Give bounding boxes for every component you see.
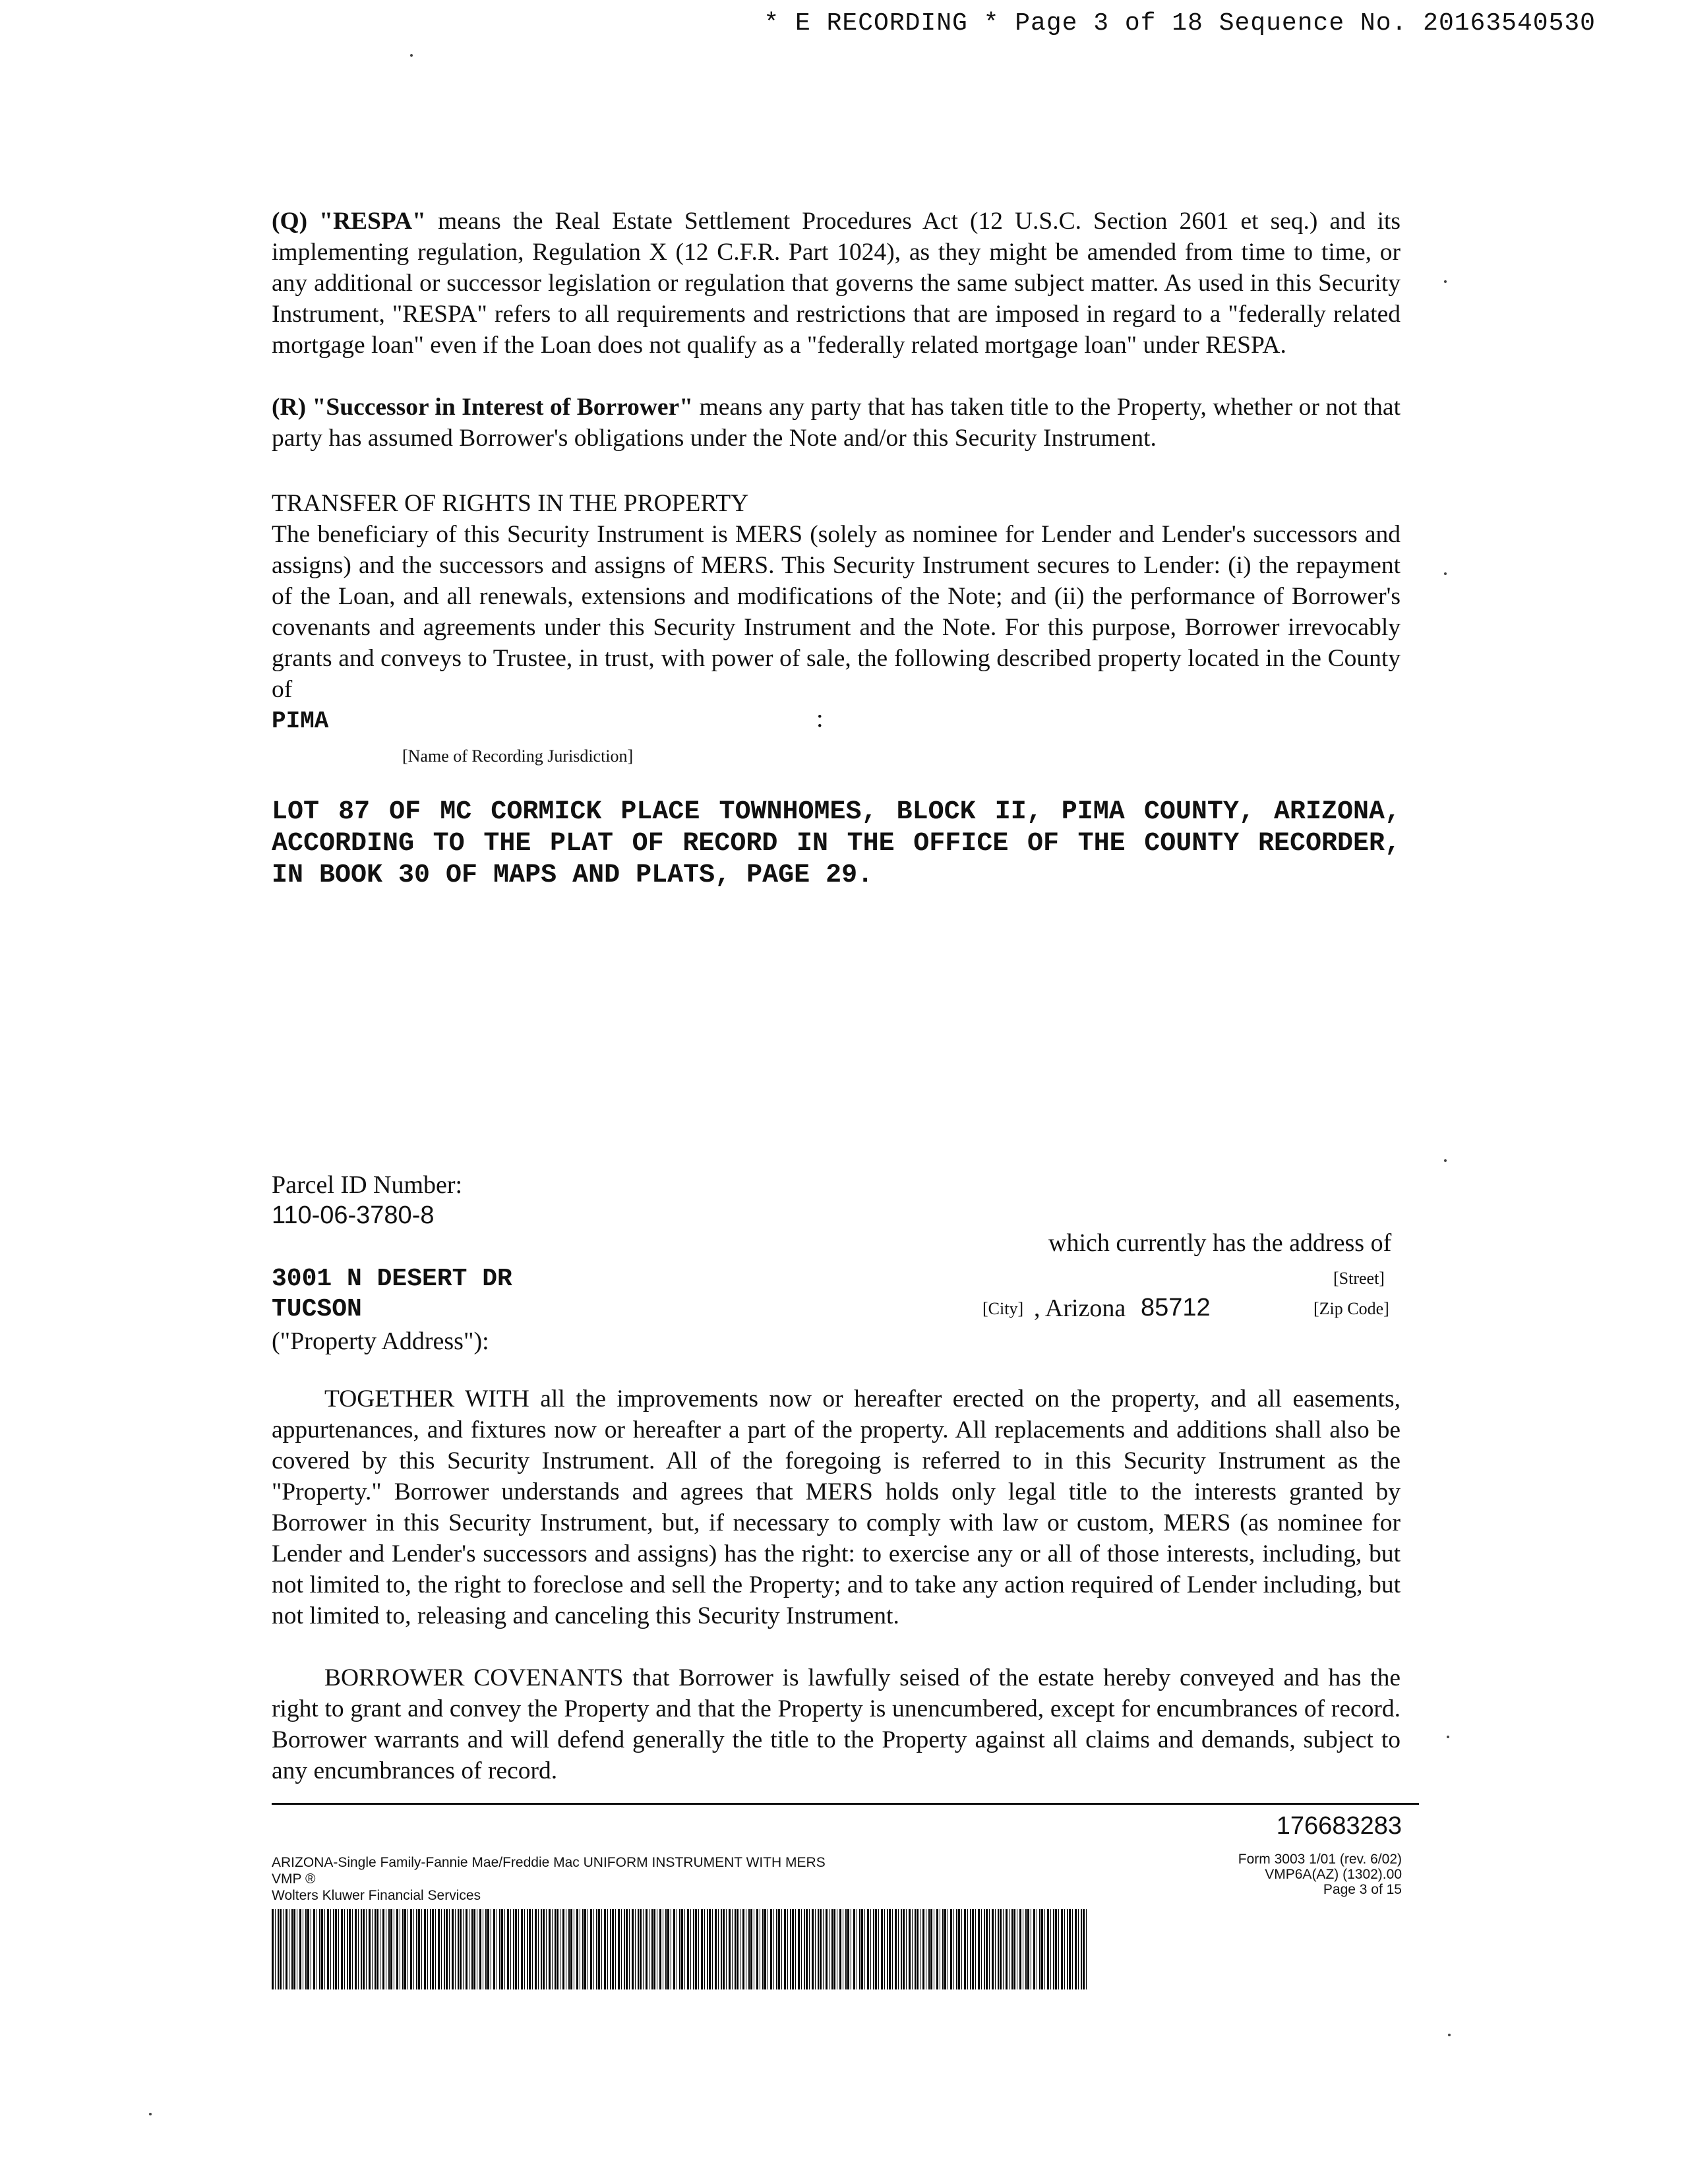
scan-speck (149, 2113, 152, 2115)
county-name: PIMA (272, 708, 329, 735)
scan-speck (1444, 572, 1447, 575)
definition-q (272, 206, 1401, 361)
footer-left-block (272, 1854, 826, 1904)
definition-r-text: means any party that has taken title to the Property, whether or not that party has assumed Borrower's obligations under the Note and/or this Security Instrument. (272, 394, 1401, 452)
barcode (272, 1909, 1088, 1989)
definition-r (272, 392, 1401, 454)
transfer-text: The beneficiary of this Security Instrument is MERS (solely as nominee for Lender and Lender's successors and assigns) and the successors and assigns of MERS. This Security Instrument secures to Lender: (i) the repayment of the Loan, and all renewals, extensions and modifications of the Note; and (ii) the performance of Borrower's covenants and agreements under this Security Instrument and the Note. For this purpose, Borrower irrevocably grants and conveys to Trustee, in trust, with power of sale, the following described property located in the County of (272, 521, 1401, 703)
city-name: TUCSON (272, 1295, 362, 1323)
form-title: ARIZONA-Single Family-Fannie Mae/Freddie Mac UNIFORM INSTRUMENT WITH MERS (272, 1855, 826, 1870)
publisher-name: Wolters Kluwer Financial Services (272, 1888, 481, 1903)
footer-right-block (1121, 1852, 1402, 1897)
scan-speck (410, 54, 413, 57)
county-colon: : (816, 705, 824, 733)
vmp-code: VMP6A(AZ) (1302).00 (1265, 1867, 1402, 1882)
street-address: 3001 N DESERT DR (272, 1265, 512, 1293)
definition-q-label: (Q) "RESPA" (272, 208, 426, 235)
form-number: Form 3003 1/01 (rev. 6/02) (1238, 1852, 1402, 1867)
transfer-heading: TRANSFER OF RIGHTS IN THE PROPERTY (272, 490, 749, 517)
definition-r-label: (R) "Successor in Interest of Borrower" (272, 394, 694, 421)
scan-speck (1448, 2034, 1451, 2036)
scan-speck (1444, 1159, 1447, 1162)
loan-number: 176683283 (1276, 1812, 1402, 1840)
zip-code: 85712 (1141, 1294, 1211, 1321)
vmp-mark: VMP ® (272, 1871, 316, 1887)
footer-rule (272, 1803, 1419, 1805)
zip-caption: [Zip Code] (1313, 1299, 1389, 1318)
state-name: , Arizona (1034, 1294, 1126, 1322)
scan-speck (1444, 280, 1447, 283)
jurisdiction-caption: [Name of Recording Jurisdiction] (402, 746, 634, 766)
borrower-covenants-paragraph: BORROWER COVENANTS that Borrower is lawfully seised of the estate hereby conveyed and has the right to grant and convey the Property and that the Property is unencumbered, except for encumbrances of record. Borrower warrants and will defend generally the title to the Property against all claims and demands, subject to any encumbrances of record. (272, 1664, 1401, 1784)
city-caption: [City] (982, 1299, 1024, 1318)
property-address-label: ("Property Address"): (272, 1327, 489, 1355)
parcel-label: Parcel ID Number: (272, 1171, 463, 1199)
definition-q-text: means the Real Estate Settlement Procedures Act (12 U.S.C. Section 2601 et seq.) and its implementing regulation, Regulation X (12 C.F.R. Part 1024), as they might be amended from time to time, or any additional or successor legislation or regulation that governs the same subject matter. As used in this Security Instrument, "RESPA" refers to all requirements and restrictions that are imposed in regard to a "federally related mortgage loan" even if the Loan does not qualify as a "federally related mortgage loan" under RESPA. (272, 208, 1401, 359)
recording-header: * E RECORDING * Page 3 of 18 Sequence No. 20163540530 (764, 9, 1596, 38)
address-intro: which currently has the address of (1048, 1229, 1392, 1257)
page-of: Page 3 of 15 (1323, 1882, 1402, 1897)
street-caption: [Street] (1333, 1269, 1385, 1288)
legal-description: LOT 87 OF MC CORMICK PLACE TOWNHOMES, BLOCK II, PIMA COUNTY, ARIZONA, ACCORDING TO THE PLAT OF RECORD IN THE OFFICE OF THE COUNTY RECORDER, IN BOOK 30 OF MAPS AND PLATS, PAGE 29. (272, 797, 1401, 890)
together-with-paragraph: TOGETHER WITH all the improvements now or hereafter erected on the property, and all easements, appurtenances, and fixtures now or hereafter a part of the property. All replacements and additions shall also be covered by this Security Instrument. All of the foregoing is referred to in this Security Instrument as the "Property." Borrower understands and agrees that MERS holds only legal title to the interests granted by Borrower in this Security Instrument, but, if necessary to comply with law or custom, MERS (as nominee for Lender and Lender's successors and assigns) has the right: to exercise any or all of those interests, including, but not limited to, the right to foreclose and sell the Property; and to take any action required of Lender including, but not limited to, releasing and canceling this Security Instrument. (272, 1385, 1401, 1629)
scan-speck (1447, 1736, 1449, 1738)
parcel-number: 110-06-3780-8 (272, 1201, 435, 1229)
